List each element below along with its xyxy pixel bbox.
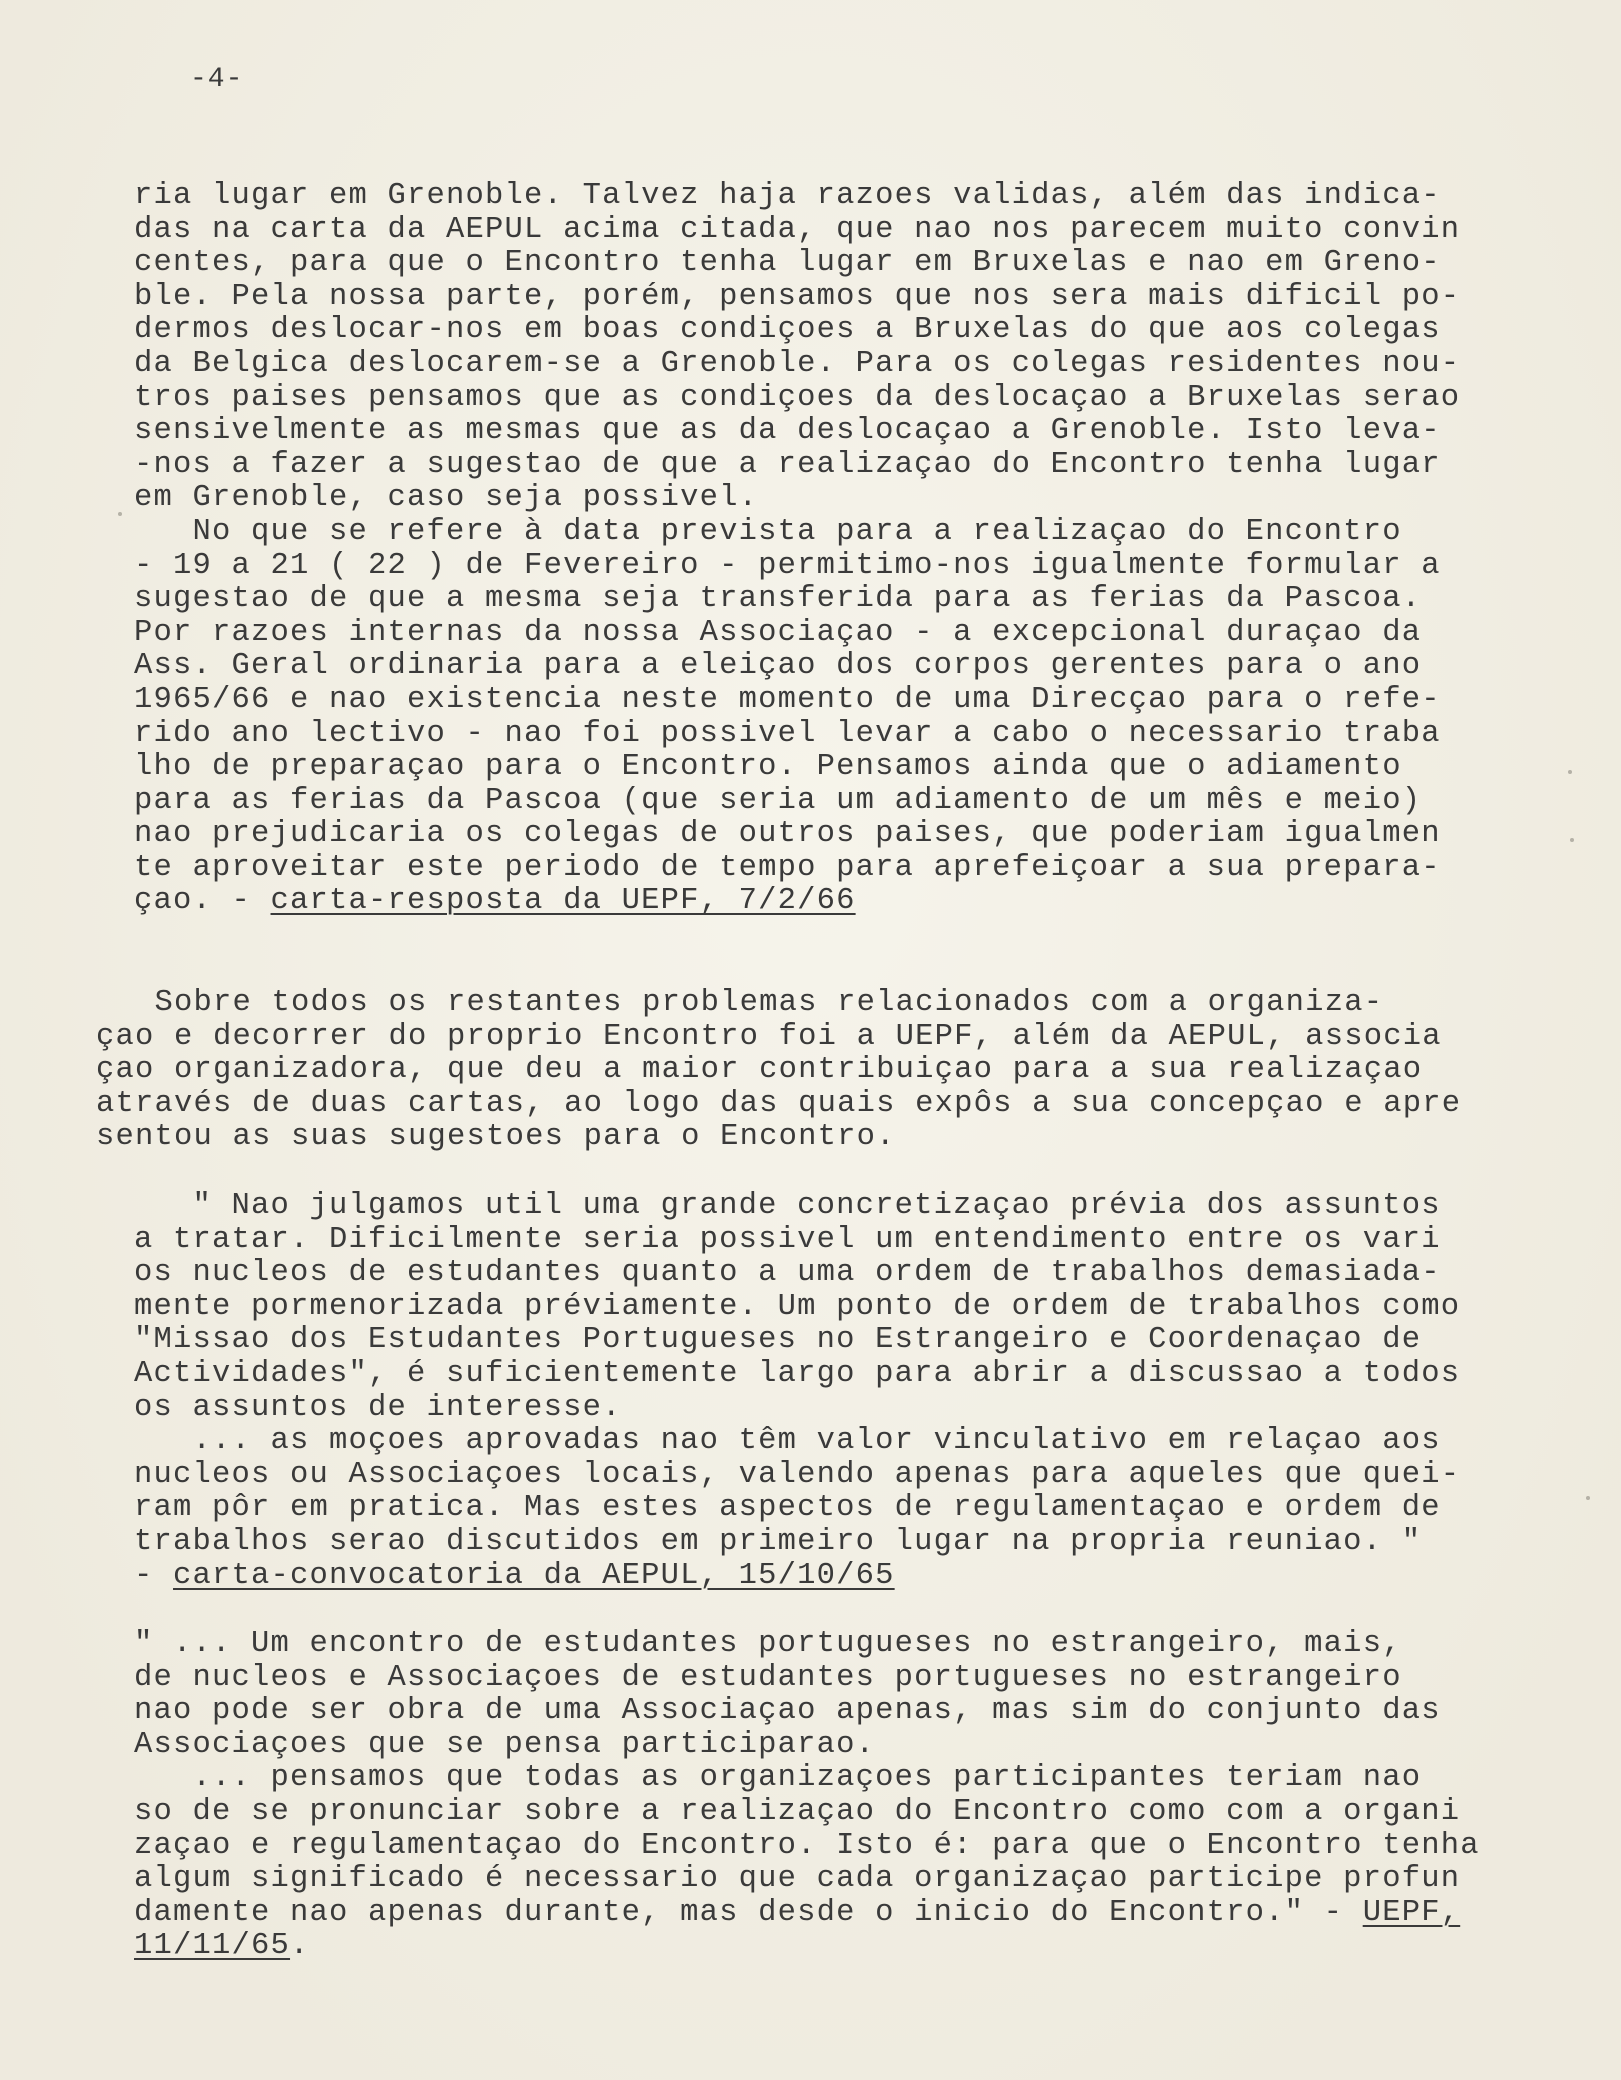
text-line bbox=[134, 1830, 1494, 1864]
text-run: a tratar. Dificilmente seria possivel um entendimento entre os vari bbox=[134, 1222, 1441, 1257]
underlined-citation: UEPF, bbox=[1362, 1895, 1461, 1930]
quote-block-uepf bbox=[134, 1628, 1494, 1964]
text-line bbox=[134, 214, 1494, 248]
text-run: dermos deslocar-nos em boas condiçoes a Bruxelas do que aos colegas bbox=[134, 313, 1441, 348]
text-line bbox=[134, 617, 1494, 651]
text-line bbox=[134, 1930, 1494, 1964]
text-run: - bbox=[134, 1558, 174, 1593]
text-line bbox=[134, 1695, 1494, 1729]
text-run: ble. Pela nossa parte, porém, pensamos que nos sera mais dificil po- bbox=[134, 279, 1461, 314]
text-run: para as ferias da Pascoa (que seria um adiamento de um mês e meio) bbox=[134, 783, 1422, 818]
quote-block-aepul bbox=[134, 1190, 1494, 1593]
text-line bbox=[134, 1762, 1494, 1796]
text-line bbox=[134, 1628, 1494, 1662]
paragraph-block-2 bbox=[96, 986, 1462, 1155]
paper-speck bbox=[1586, 1496, 1590, 1500]
text-line bbox=[134, 449, 1494, 483]
text-line bbox=[134, 382, 1494, 416]
text-run: - 19 a 21 ( 22 ) de Fevereiro - permitimo-nos igualmente formular a bbox=[134, 548, 1441, 583]
underlined-citation: carta-convocatoria da AEPUL, 15/10/65 bbox=[173, 1558, 895, 1593]
text-run: centes, para que o Encontro tenha lugar em Bruxelas e nao em Greno- bbox=[134, 246, 1441, 281]
text-run: através de duas cartas, ao logo das quais expôs a sua concepçao e apre bbox=[96, 1086, 1462, 1121]
text-run: ria lugar em Grenoble. Talvez haja razoes validas, além das indica- bbox=[134, 179, 1441, 213]
text-run: nao prejudicaria os colegas de outros paises, que poderiam igualmen bbox=[134, 817, 1441, 852]
text-line bbox=[134, 415, 1494, 449]
text-run: ram pôr em pratica. Mas estes aspectos de regulamentaçao e ordem de bbox=[134, 1491, 1441, 1526]
text-run: 1965/66 e nao existencia neste momento de uma Direcçao para o refe- bbox=[134, 682, 1441, 717]
text-line bbox=[134, 852, 1494, 886]
text-line bbox=[96, 1054, 1456, 1088]
text-run: Sobre todos os restantes problemas relacionados com a organiza- bbox=[96, 986, 1384, 1020]
text-run: Actividades", é suficientemente largo para abrir a discussao a todos bbox=[134, 1356, 1461, 1391]
text-run: os nucleos de estudantes quanto a uma ordem de trabalhos demasiada- bbox=[134, 1256, 1441, 1291]
text-run: . bbox=[290, 1929, 310, 1964]
text-line bbox=[134, 1291, 1494, 1325]
text-run: em Grenoble, caso seja possivel. bbox=[134, 481, 759, 516]
text-line bbox=[134, 482, 1494, 516]
text-line bbox=[134, 1190, 1494, 1224]
text-line bbox=[134, 1425, 1494, 1459]
text-run: sugestao de que a mesma seja transferida para as ferias da Pascoa. bbox=[134, 582, 1422, 617]
text-run: ... as moçoes aprovadas nao têm valor vinculativo em relaçao aos bbox=[134, 1424, 1441, 1459]
text-run: damente nao apenas durante, mas desde o inicio do Encontro." - bbox=[134, 1895, 1363, 1930]
text-run: te aproveitar este periodo de tempo para aprefeiçoar a sua prepara- bbox=[134, 850, 1441, 885]
paper-speck bbox=[1568, 770, 1572, 774]
text-run: " Nao julgamos util uma grande concretizaçao prévia dos assuntos bbox=[134, 1189, 1441, 1223]
text-run: sensivelmente as mesmas que as da deslocaçao a Grenoble. Isto leva- bbox=[134, 414, 1441, 449]
text-line bbox=[134, 1863, 1494, 1897]
text-run: çao. - bbox=[134, 884, 271, 919]
paper-speck bbox=[1570, 838, 1574, 842]
text-line bbox=[134, 247, 1494, 281]
text-line bbox=[134, 281, 1494, 315]
text-run: nucleos ou Associaçoes locais, valendo apenas para aqueles que quei- bbox=[134, 1457, 1461, 1492]
text-line bbox=[134, 1662, 1494, 1696]
text-line bbox=[134, 1560, 1494, 1594]
text-line bbox=[134, 818, 1494, 852]
text-line bbox=[134, 314, 1494, 348]
text-line bbox=[134, 1729, 1494, 1763]
text-run: das na carta da AEPUL acima citada, que nao nos parecem muito convin bbox=[134, 212, 1461, 247]
text-line bbox=[134, 348, 1494, 382]
text-run: No que se refere à data prevista para a realizaçao do Encontro bbox=[134, 514, 1402, 549]
text-line bbox=[96, 1021, 1456, 1055]
text-line bbox=[134, 650, 1494, 684]
text-line bbox=[134, 718, 1494, 752]
text-line bbox=[134, 516, 1494, 550]
text-line bbox=[134, 1324, 1494, 1358]
paper-speck bbox=[118, 512, 122, 516]
text-run: "Missao dos Estudantes Portugueses no Estrangeiro e Coordenaçao de bbox=[134, 1323, 1422, 1358]
text-run: mente pormenorizada préviamente. Um ponto de ordem de trabalhos como bbox=[134, 1289, 1461, 1324]
text-line bbox=[134, 1257, 1494, 1291]
text-line bbox=[134, 583, 1494, 617]
text-run: trabalhos serao discutidos em primeiro lugar na propria reuniao. " bbox=[134, 1524, 1422, 1559]
text-run: algum significado é necessario que cada organizaçao participe profun bbox=[134, 1862, 1461, 1897]
text-run: Ass. Geral ordinaria para a eleiçao dos corpos gerentes para o ano bbox=[134, 649, 1422, 684]
text-run: rido ano lectivo - nao foi possivel levar a cabo o necessario traba bbox=[134, 716, 1441, 751]
text-run: lho de preparaçao para o Encontro. Pensamos ainda que o adiamento bbox=[134, 750, 1402, 785]
text-line bbox=[134, 1492, 1494, 1526]
text-run: da Belgica deslocarem-se a Grenoble. Para os colegas residentes nou- bbox=[134, 346, 1461, 381]
text-run: çao organizadora, que deu a maior contribuiçao para a sua realizaçao bbox=[96, 1053, 1423, 1088]
text-run: ... pensamos que todas as organizaçoes participantes teriam nao bbox=[134, 1761, 1422, 1796]
text-line bbox=[96, 1121, 1456, 1155]
text-line bbox=[134, 751, 1494, 785]
text-line bbox=[96, 1086, 1462, 1122]
text-line bbox=[134, 1796, 1494, 1830]
text-run: " ... Um encontro de estudantes portugueses no estrangeiro, mais, bbox=[134, 1627, 1402, 1661]
text-line bbox=[134, 885, 1494, 919]
text-run: de nucleos e Associaçoes de estudantes portugueses no estrangeiro bbox=[134, 1660, 1402, 1695]
text-run: tros paises pensamos que as condiçoes da deslocaçao a Bruxelas serao bbox=[134, 380, 1461, 415]
underlined-citation: carta-resposta da UEPF, 7/2/66 bbox=[270, 884, 856, 919]
text-run: -nos a fazer a sugestao de que a realizaçao do Encontro tenha lugar bbox=[134, 447, 1441, 482]
text-run: so de se pronunciar sobre a realizaçao do Encontro como com a organi bbox=[134, 1794, 1461, 1829]
text-line bbox=[134, 180, 1494, 214]
text-line bbox=[134, 1392, 1494, 1426]
paragraph-block-1 bbox=[134, 180, 1494, 919]
text-line bbox=[134, 1526, 1494, 1560]
text-run: os assuntos de interesse. bbox=[134, 1390, 622, 1425]
text-line bbox=[134, 550, 1494, 584]
text-run: sentou as suas sugestoes para o Encontro. bbox=[96, 1120, 896, 1155]
underlined-citation: 11/11/65 bbox=[134, 1929, 291, 1964]
text-run: Associaçoes que se pensa participarao. bbox=[134, 1727, 876, 1762]
text-run: zaçao e regulamentaçao do Encontro. Isto é: para que o Encontro tenha bbox=[134, 1828, 1480, 1863]
text-line bbox=[134, 1459, 1494, 1493]
text-run: Por razoes internas da nossa Associaçao - a excepcional duraçao da bbox=[134, 615, 1422, 650]
page-number: -4- bbox=[190, 64, 244, 95]
text-line bbox=[134, 1358, 1494, 1392]
text-run: çao e decorrer do proprio Encontro foi a UEPF, além da AEPUL, associa bbox=[96, 1019, 1442, 1054]
text-line bbox=[134, 1897, 1494, 1931]
text-line bbox=[134, 785, 1494, 819]
text-line bbox=[134, 684, 1494, 718]
text-line bbox=[134, 1224, 1494, 1258]
text-line bbox=[96, 987, 1456, 1021]
text-run: nao pode ser obra de uma Associaçao apenas, mas sim do conjunto das bbox=[134, 1694, 1441, 1729]
